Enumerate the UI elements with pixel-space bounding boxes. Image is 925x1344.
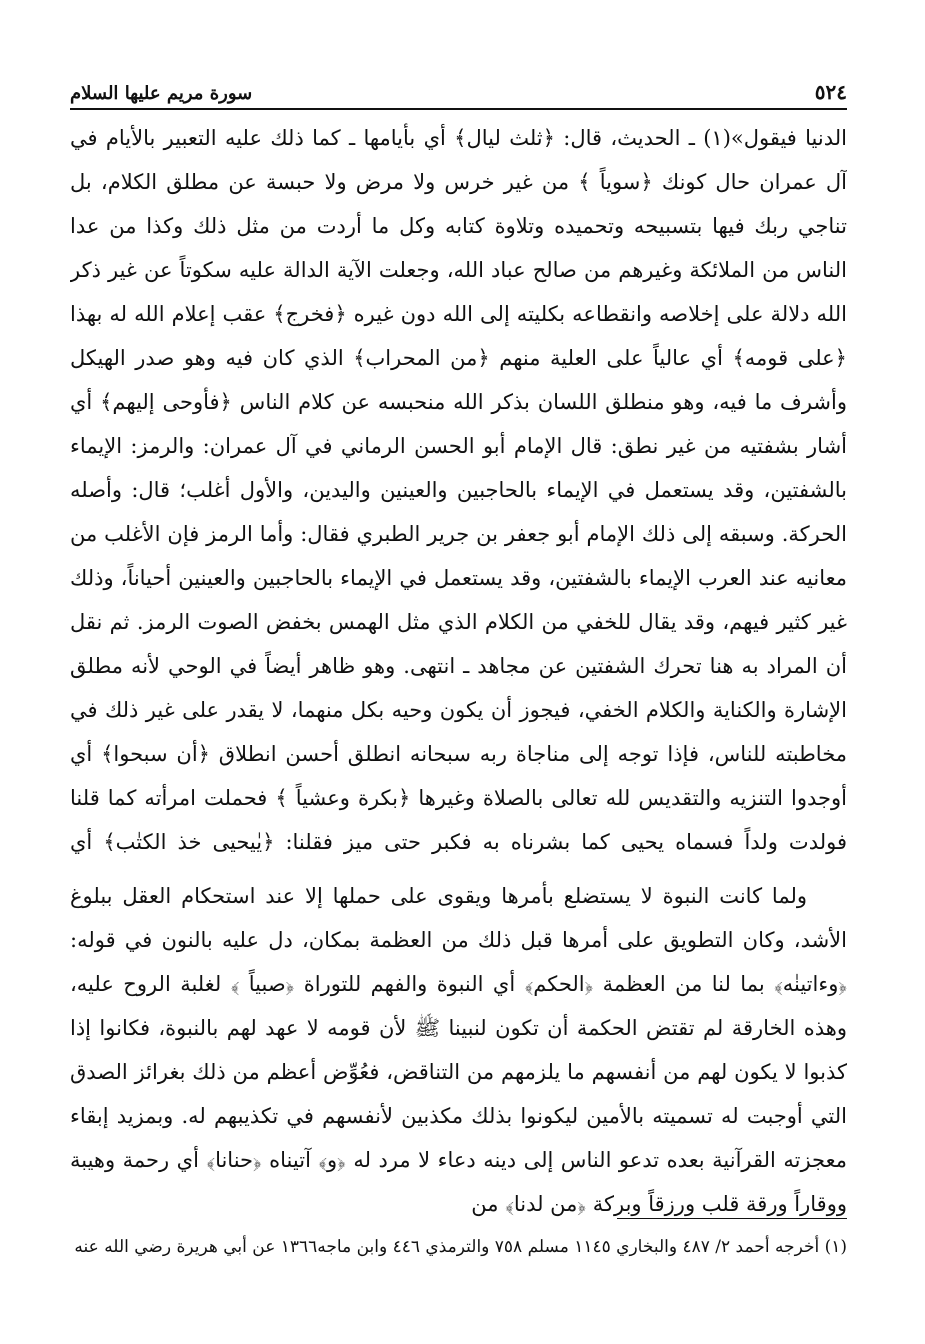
- footnote: (١) أخرجه أحمد ٢/ ٤٨٧ والبخاري ١١٤٥ مسلم ٧٥٨ والترمذي ٤٤٦ وابن ماجه١٣٦٦ عن أبي هريرة رضي الله عنه: [74, 1237, 847, 1257]
- paragraph-2: ولما كانت النبوة لا يستضلع بأمرها ويقوى على حملها إلا عند استحكام العقل ببلوغ الأشد، وكان التطويق على أمرها قبل ذلك من العظمة بمكان، دل عليه بالنون في قوله: ﴿وءاتينٰه﴾ بما لنا من العظمة ﴿الحكم﴾ أي النبوة والفهم للتوراة ﴿صبياً ﴾ لغلبة الروح عليه، وهذه الخارقة لم تقتض الحكمة أن تكون لنبينا ﷺ لأن قومه لا عهد لهم بالنبوة، فكانوا إذا كذبوا لا يكون لهم من أنفسهم ما يلزمهم من التناقض، فعُوِّض أعظم من ذلك بغرائز الصدق التي أوجبت له تسميته بالأمين ليكونوا بذلك مكذبين لأنفسهم في تكذيبهم له. وبمزيد إبقاء معجزته القرآنية بعده تدعو الناس إلى دينه دعاء لا مرد له ﴿و﴾ آتيناه ﴿حنانا﴾ أي رحمة وهيبة ووقاراً ورقة قلب ورزقاً وبركة ﴿من لدنا﴾ من: [70, 884, 847, 1216]
- header-divider: [70, 108, 847, 110]
- surah-title: سورة مريم عليها السلام: [70, 83, 253, 104]
- page-header: [70, 70, 847, 104]
- body-text: [70, 116, 847, 1226]
- page-number: ٥٢٤: [814, 80, 847, 104]
- paragraph-1: الدنيا فيقول»(١) ـ الحديث، قال: ﴿ثلث ليال﴾ أي بأيامها ـ كما ذلك عليه التعبير بالأيام في آل عمران حال كونك ﴿سوياً ﴾ من غير خرس ولا مرض ولا حبسة عن مطلق الكلام، بل تناجي ربك فيها بتسبيحه وتحميده وتلاوة كتابه وكل ما أردت من مثل ذلك وكذا من عدا الناس من الملائكة وغيرهم من صالح عباد الله، وجعلت الآية الدالة عليه سكوتاً عن غير ذكر الله دلالة على إخلاصه وانقطاعه بكليته إلى الله دون غيره ﴿فخرج﴾ عقب إعلام الله له بهذا ﴿على قومه﴾ أي عالياً على العلية منهم ﴿من المحراب﴾ الذي كان فيه وهو صدر الهيكل وأشرف ما فيه، وهو منطلق اللسان بذكر الله منحبسه عن كلام الناس ﴿فأوحى إليهم﴾ أي أشار بشفتيه من غير نطق: قال الإمام أبو الحسن الرماني في آل عمران: والرمز: الإيماء بالشفتين، وقد يستعمل في الإيماء بالحاجبين والعينين واليدين، والأول أغلب؛ قال: وأصله الحركة. وسبقه إلى ذلك الإمام أبو جعفر بن جرير الطبري فقال: وأما الرمز فإن الأغلب من معانيه عند العرب الإيماء بالشفتين، وقد يستعمل في الإيماء بالحاجبين والعينين أحياناً، وذلك غير كثير فيهم، وقد يقال للخفي من الكلام الذي مثل الهمس بخفض الصوت الرمز. ثم نقل أن المراد به هنا تحرك الشفتين عن مجاهد ـ انتهى. وهو ظاهر أيضاً في الوحي لأنه مطلق الإشارة والكناية والكلام الخفي، فيجوز أن يكون وحيه بكل منهما، لا يقدر على غير ذلك في مخاطبته للناس، فإذا توجه إلى مناجاة ربه سبحانه انطلق أحسن انطلاق ﴿أن سبحوا﴾ أي أوجدوا التنزيه والتقديس لله تعالى بالصلاة وغيرها ﴿بكرة وعشياً ﴾ فحملت امرأته كما قلنا فولدت ولداً فسماه يحيى كما بشرناه به فكبر حتى ميز فقلنا: ﴿يٰيحيى خذ الكتٰب﴾ أي: [70, 126, 847, 854]
- footnote-divider: [617, 1218, 847, 1219]
